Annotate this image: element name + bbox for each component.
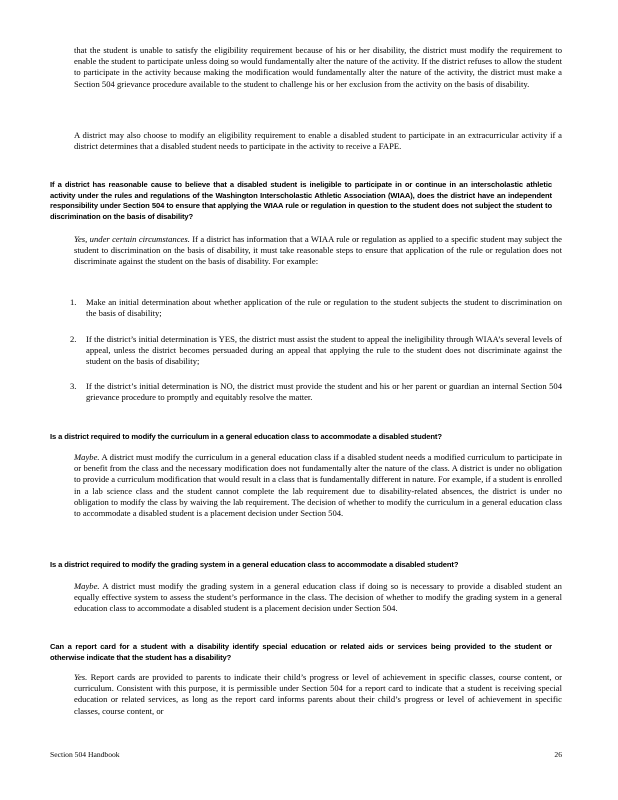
answer-text: If a district has information that a WIAA rule or regulation as applied to a specific student may subject the student to discrimination on the basis of disability, it must take reasonable steps to ensure that application of the rule or regulation does not discriminate against the student on the basis of disability. For example: [74, 234, 562, 267]
answer-text: A district must modify the curriculum in a general education class if a disabled student needs a modified curriculum to participate in or benefit from the class and the necessary modification does not fundamentally alter the nature of the class. A district is under no obligation to provide a curriculum modification that would result in a class that is fundamentally different in nature. For example, if a student is enrolled in a lab science class and the student cannot complete the lab requirement due to disability-related absences, the district is under no obligation to modify the class by waiving the lab requirement. The decision of whether to modify the curriculum in a general education class to accommodate a disabled student is a placement decision under Section 504. [74, 452, 562, 519]
answer-wiaa [74, 234, 562, 268]
answer-grading [74, 581, 562, 615]
question-grading: Is a district required to modify the grading system in a general education class to accommodate a disabled student? [50, 560, 459, 569]
paragraph-modify-eligibility-fape: A district may also choose to modify an eligibility requirement to enable a disabled student to participate in an extracurricular activity if a district determines that a disabled student needs to participate in the activity to receive a FAPE. [74, 130, 562, 152]
question-report-card: Can a report card for a student with a disability identify special education or related aids or services being provided to the student or otherwise indicate that the student has a disability? [50, 642, 552, 662]
list-number: 3. [70, 381, 77, 391]
answer-report-card [74, 672, 562, 717]
answer-curriculum [74, 452, 562, 519]
answer-lead: Maybe. [74, 452, 100, 462]
list-text: If the district’s initial determination is NO, the district must provide the student and his or her parent or guardian an internal Section 504 grievance procedure to promptly and equitably resolve the matter. [86, 381, 562, 403]
list-text: Make an initial determination about whether application of the rule or regulation to the student subjects the student to discrimination on the basis of disability; [86, 297, 562, 319]
footer-title: Section 504 Handbook [50, 750, 120, 759]
answer-lead: Yes. [74, 672, 88, 682]
footer-page-number: 26 [554, 750, 562, 759]
question-wiaa: If a district has reasonable cause to believe that a disabled student is ineligible to participate in or continue in an interscholastic athletic activity under the rules and regulations of the Washington Interscholastic Athletic Association (WIAA), does the district have an independent responsibility under Section 504 to ensure that applying the WIAA rule or regulation in question to the student does not subject the student to discrimination on the basis of disability? [50, 180, 552, 221]
answer-lead: Yes, under certain circumstances. [74, 234, 190, 244]
answer-text: Report cards are provided to parents to indicate their child’s progress or level of achievement in specific classes, course content, or curriculum. Consistent with this purpose, it is permissible under Section 504 for a report card to indicate that a student is receiving special education or related services, as long as the report card informs parents about their child’s progress or level of achievement in specific classes, course content, or [74, 672, 562, 716]
list-number: 2. [70, 334, 77, 344]
list-number: 1. [70, 297, 77, 307]
paragraph-eligibility-modification: that the student is unable to satisfy the eligibility requirement because of his or her disability, the district must modify the requirement to enable the student to participate unless doing so would fundamentally alter the nature of the activity. If the district refuses to allow the student to participate in the activity because making the modification would fundamentally alter the nature of the activity, the district must make a Section 504 grievance procedure available to the student to challenge his or her exclusion from the activity on the basis of disability. [74, 45, 562, 89]
answer-lead: Maybe. [74, 581, 100, 591]
question-curriculum: Is a district required to modify the curriculum in a general education class to accommodate a disabled student? [50, 432, 442, 441]
list-text: If the district’s initial determination is YES, the district must assist the student to appeal the ineligibility through WIAA’s several levels of appeal, unless the district becomes persuaded during an appeal that applying the rule to the student does not discriminate against the student on the basis of disability; [86, 334, 562, 367]
answer-text: A district must modify the grading system in a general education class if doing so is necessary to provide a disabled student an equally effective system to assess the student’s performance in the class. The decision of whether to modify the grading system in a general education class to accommodate a disabled student is a placement decision under Section 504. [74, 581, 562, 614]
